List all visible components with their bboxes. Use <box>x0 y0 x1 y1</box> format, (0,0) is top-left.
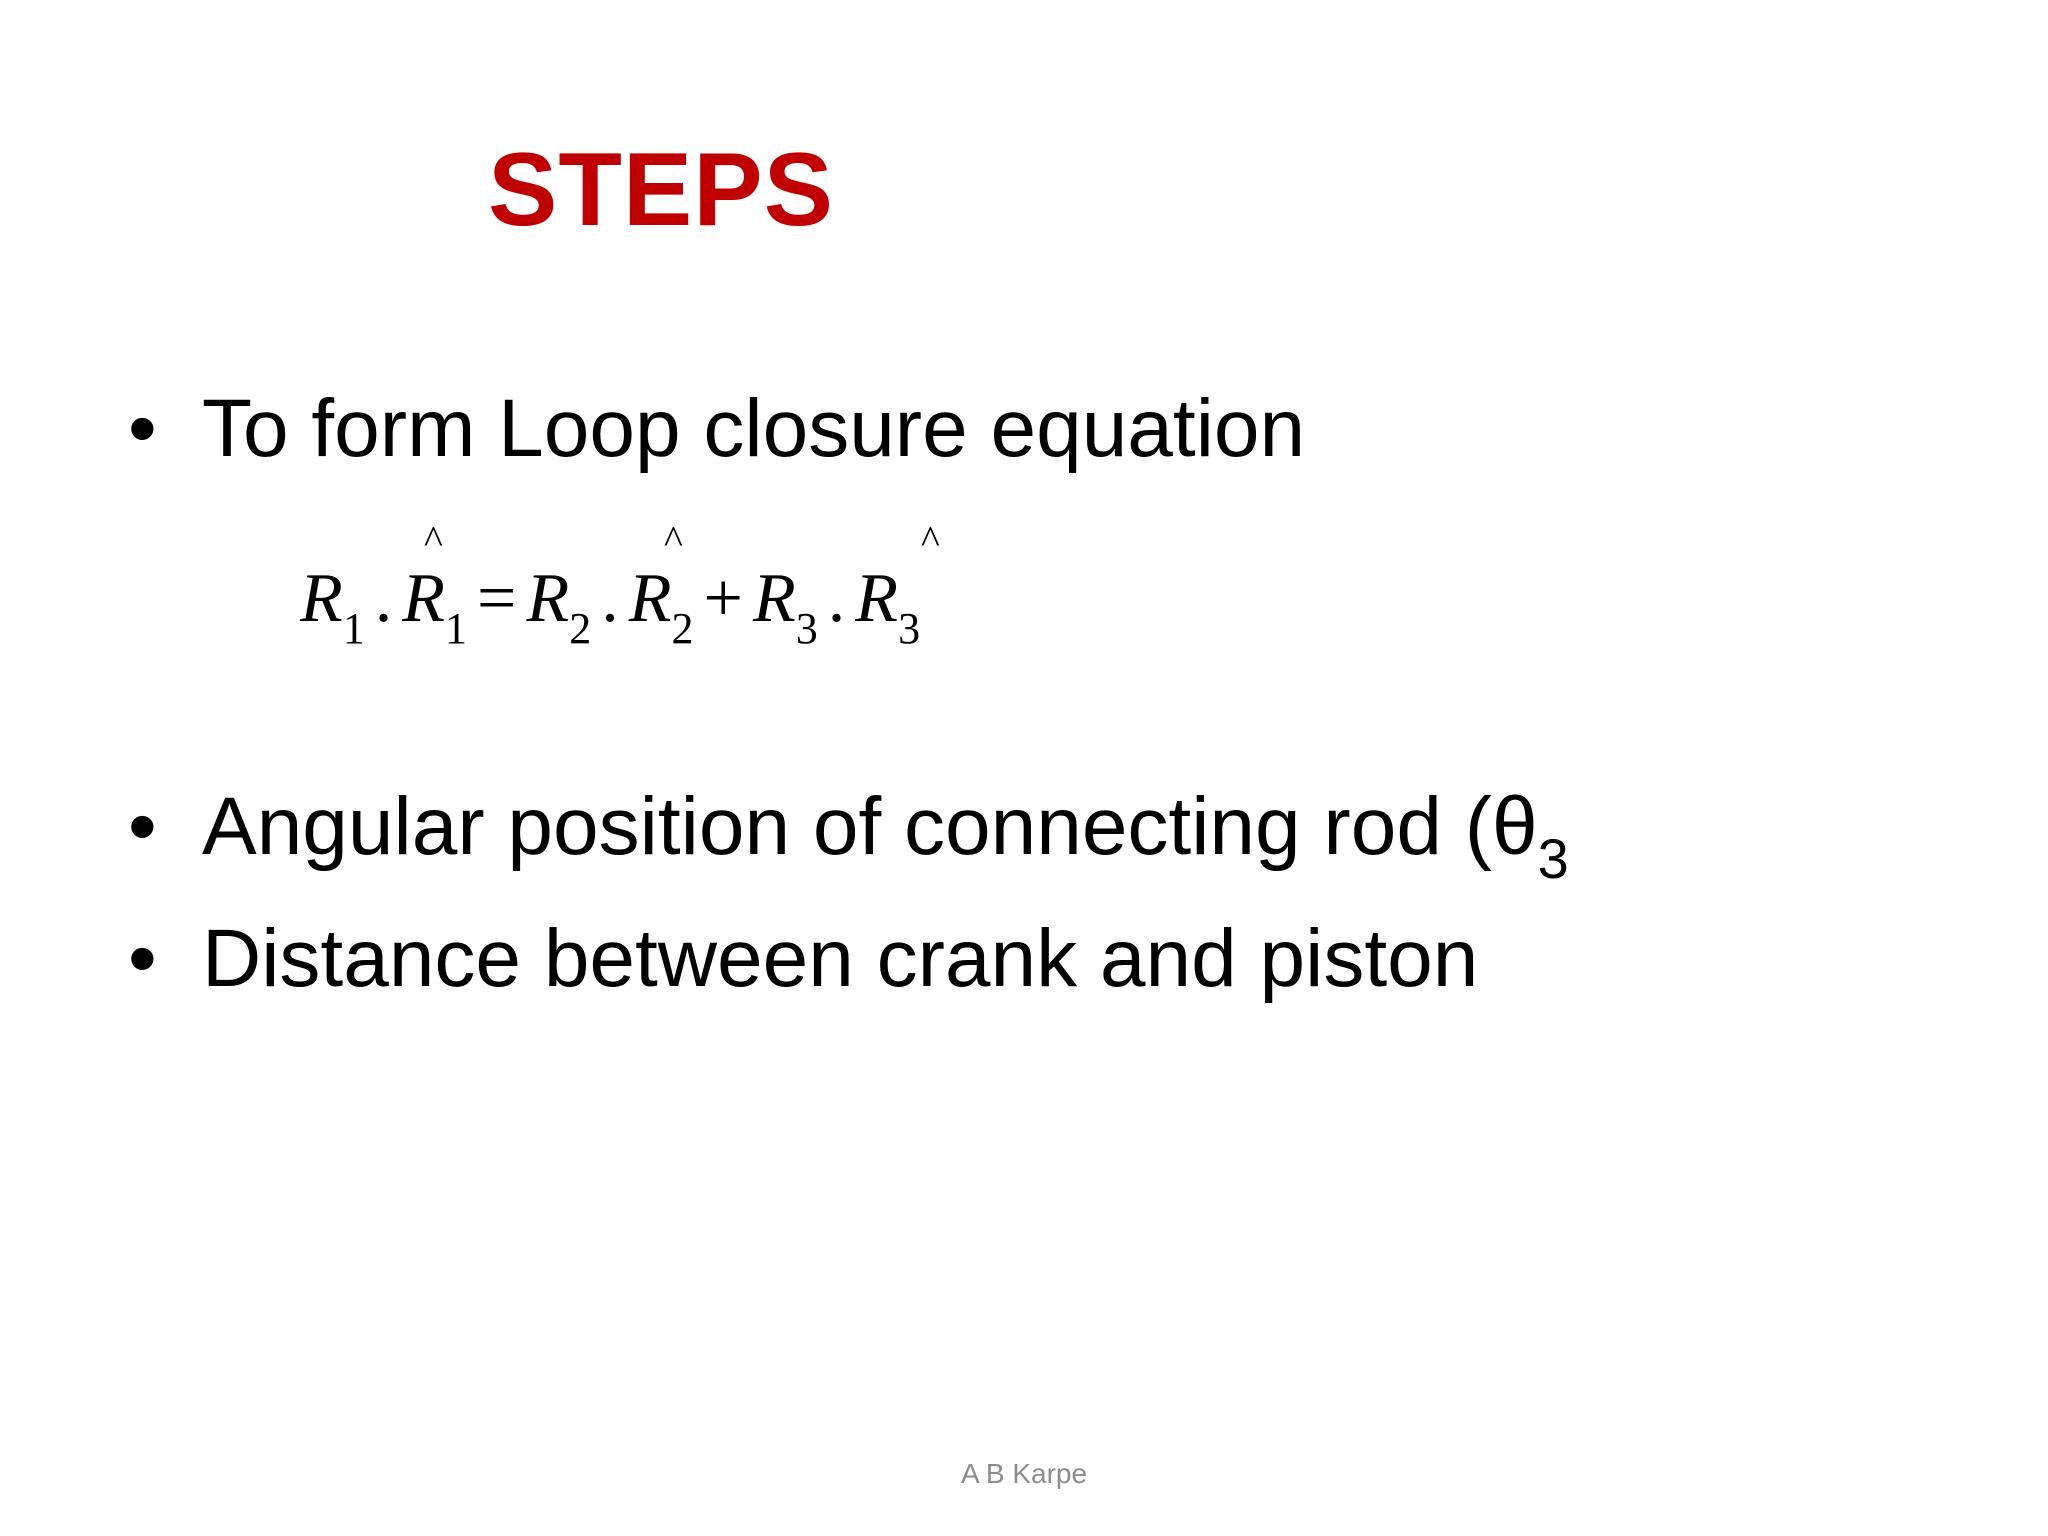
eq-dot: . <box>827 560 846 637</box>
eq-dot: . <box>374 560 393 637</box>
bullet-text: Distance between crank and piston <box>202 913 1479 1004</box>
eq-subscript: 2 <box>671 604 694 653</box>
bullet-dot: • <box>128 383 157 474</box>
eq-symbol: R <box>855 560 899 637</box>
eq-subscript: 2 <box>569 604 592 653</box>
eq-symbol: R <box>300 560 343 637</box>
bullet-text-main: Angular position of connecting rod (θ <box>202 781 1538 872</box>
hat-accent: ^ <box>424 517 443 562</box>
eq-symbol: R <box>402 560 446 637</box>
eq-dot: . <box>601 560 619 637</box>
bullet-subscript: 3 <box>1537 827 1569 890</box>
eq-symbol: R <box>628 560 672 637</box>
bullet-text <box>202 781 1569 890</box>
eq-equals: = <box>477 560 517 637</box>
slide-title: STEPS <box>488 132 834 248</box>
bullet-dot: • <box>128 781 157 872</box>
bullet-dot: • <box>128 913 157 1004</box>
loop-closure-equation <box>300 517 1000 660</box>
hat-accent: ^ <box>921 517 940 562</box>
eq-symbol: R <box>753 560 796 637</box>
slide-footer: A B Karpe <box>960 1458 1088 1489</box>
eq-subscript: 3 <box>898 604 921 653</box>
eq-subscript: 1 <box>445 604 468 653</box>
bullet-text: To form Loop closure equation <box>202 383 1306 474</box>
eq-symbol: R <box>526 560 570 637</box>
eq-subscript: 3 <box>795 604 818 653</box>
equation-row <box>300 560 921 653</box>
hat-accent: ^ <box>664 517 683 562</box>
eq-subscript: 1 <box>342 604 365 653</box>
eq-plus: + <box>703 560 744 637</box>
